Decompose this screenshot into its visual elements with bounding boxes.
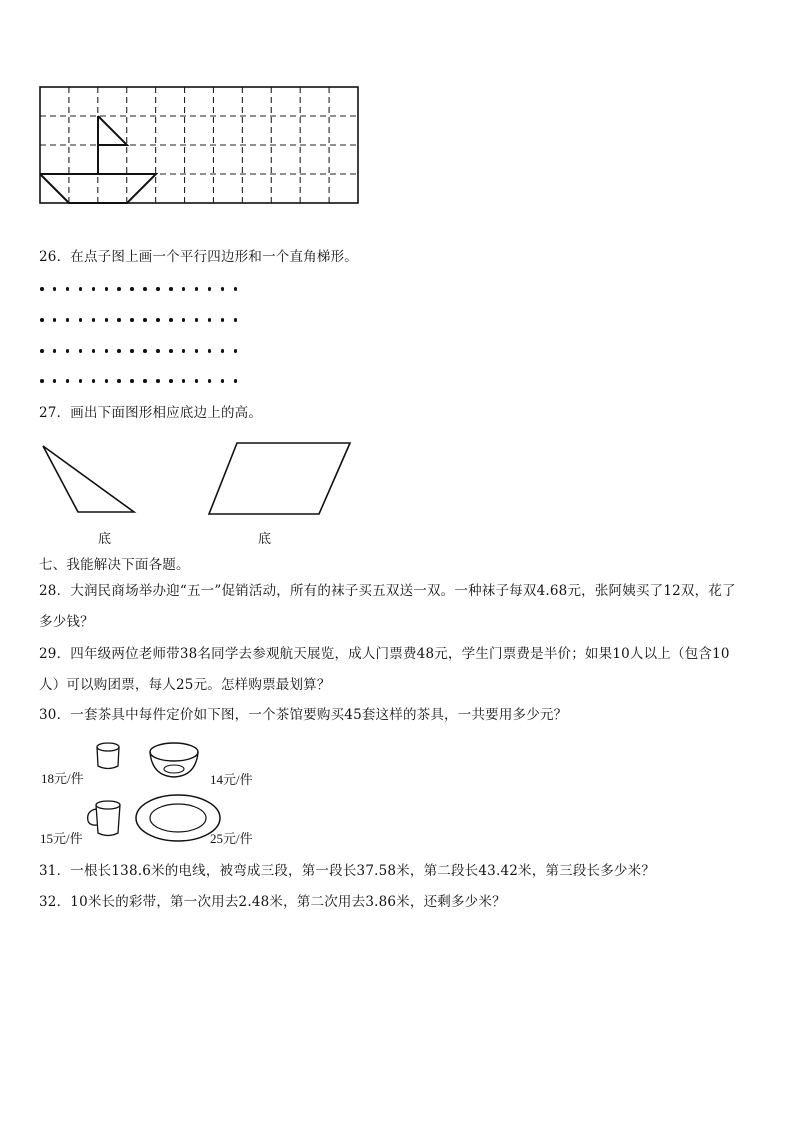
grid-dot: [234, 287, 238, 291]
grid-sailboat-figure: [38, 85, 362, 209]
grid-dot: [221, 379, 225, 383]
grid-dot: [156, 379, 160, 383]
grid-dot: [169, 287, 173, 291]
grid-dot: [182, 318, 186, 322]
grid-dot: [92, 287, 96, 291]
bowl-icon: [146, 738, 204, 782]
grid-dot: [195, 318, 199, 322]
grid-dot: [130, 287, 134, 291]
question-26: 26．在点子图上画一个平行四边形和一个直角梯形。: [39, 249, 358, 265]
grid-dot: [234, 379, 238, 383]
grid-dot: [66, 379, 70, 383]
grid-dot: [208, 349, 212, 353]
bowl-price: 14元/件: [210, 772, 253, 787]
grid-dot: [92, 379, 96, 383]
grid-dot: [195, 379, 199, 383]
question-28-line1: 28．大润民商场举办迎“五一”促销活动，所有的袜子买五双送一双。一种袜子每双4.68元，张阿姨买了12双，花了: [39, 583, 736, 599]
grid-dot: [40, 349, 44, 353]
parallelogram-figure: [206, 440, 354, 518]
grid-dot: [234, 318, 238, 322]
grid-dot: [143, 349, 147, 353]
grid-dot: [182, 379, 186, 383]
grid-dot: [182, 349, 186, 353]
grid-dot: [221, 318, 225, 322]
pitcher-icon: [84, 799, 128, 839]
parallelogram-base-label: 底: [258, 532, 272, 547]
grid-dot: [40, 318, 44, 322]
grid-dot: [143, 379, 147, 383]
grid-dot: [79, 349, 83, 353]
pitcher-price: 15元/件: [40, 831, 83, 846]
grid-dot: [208, 379, 212, 383]
cup-icon: [93, 741, 125, 773]
grid-dot: [105, 318, 109, 322]
grid-dot: [117, 287, 121, 291]
grid-dot: [169, 318, 173, 322]
grid-dot: [53, 379, 57, 383]
grid-dot: [92, 318, 96, 322]
grid-dot: [143, 287, 147, 291]
cup-price: 18元/件: [41, 771, 84, 786]
grid-dot: [40, 287, 44, 291]
grid-dot: [117, 379, 121, 383]
grid-dot: [195, 349, 199, 353]
grid-dot: [92, 349, 96, 353]
grid-dot: [156, 287, 160, 291]
grid-dot: [53, 349, 57, 353]
triangle-figure: [40, 442, 140, 516]
plate-price: 25元/件: [210, 831, 253, 846]
question-31: 31．一根长138.6米的电线，被弯成三段，第一段长37.58米，第二段长43.42米，第三段长多少米？: [39, 863, 656, 879]
grid-dot: [66, 349, 70, 353]
grid-dot: [130, 349, 134, 353]
grid-dot: [221, 287, 225, 291]
grid-dot: [53, 287, 57, 291]
grid-dot: [234, 349, 238, 353]
grid-dot: [208, 318, 212, 322]
grid-dot: [105, 379, 109, 383]
grid-dot: [169, 379, 173, 383]
grid-dot: [130, 379, 134, 383]
grid-dot: [156, 318, 160, 322]
grid-dot: [53, 318, 57, 322]
grid-dot: [79, 379, 83, 383]
question-29-line1: 29．四年级两位老师带38名同学去参观航天展览，成人门票费48元，学生门票费是半价；如果10人以上（包含10: [39, 646, 730, 662]
grid-dot: [105, 287, 109, 291]
grid-dot: [79, 318, 83, 322]
section-7-heading: 七、我能解决下面各题。: [39, 557, 190, 573]
grid-dot: [66, 287, 70, 291]
question-27: 27．画出下面图形相应底边上的高。: [39, 405, 263, 421]
grid-dot: [117, 318, 121, 322]
question-29-line2: 人）可以购团票，每人25元。怎样购票最划算？: [39, 677, 331, 693]
question-28-line2: 多少钱？: [39, 614, 94, 630]
grid-dot: [79, 287, 83, 291]
grid-dot: [156, 349, 160, 353]
triangle-base-label: 底: [98, 532, 112, 547]
grid-dot: [66, 318, 70, 322]
grid-dot: [195, 287, 199, 291]
grid-dot: [105, 349, 109, 353]
sail: [98, 116, 127, 145]
grid-dot: [143, 318, 147, 322]
grid-dot: [221, 349, 225, 353]
question-30: 30．一套茶具中每件定价如下图，一个茶馆要购买45套这样的茶具，一共要用多少元？: [39, 707, 568, 723]
grid-dot: [208, 287, 212, 291]
grid-dot: [169, 349, 173, 353]
question-32: 32．10米长的彩带，第一次用去2.48米，第二次用去3.86米，还剩多少米？: [39, 894, 506, 910]
grid-dot: [117, 349, 121, 353]
grid-dot: [182, 287, 186, 291]
grid-dot: [130, 318, 134, 322]
grid-dot: [40, 379, 44, 383]
